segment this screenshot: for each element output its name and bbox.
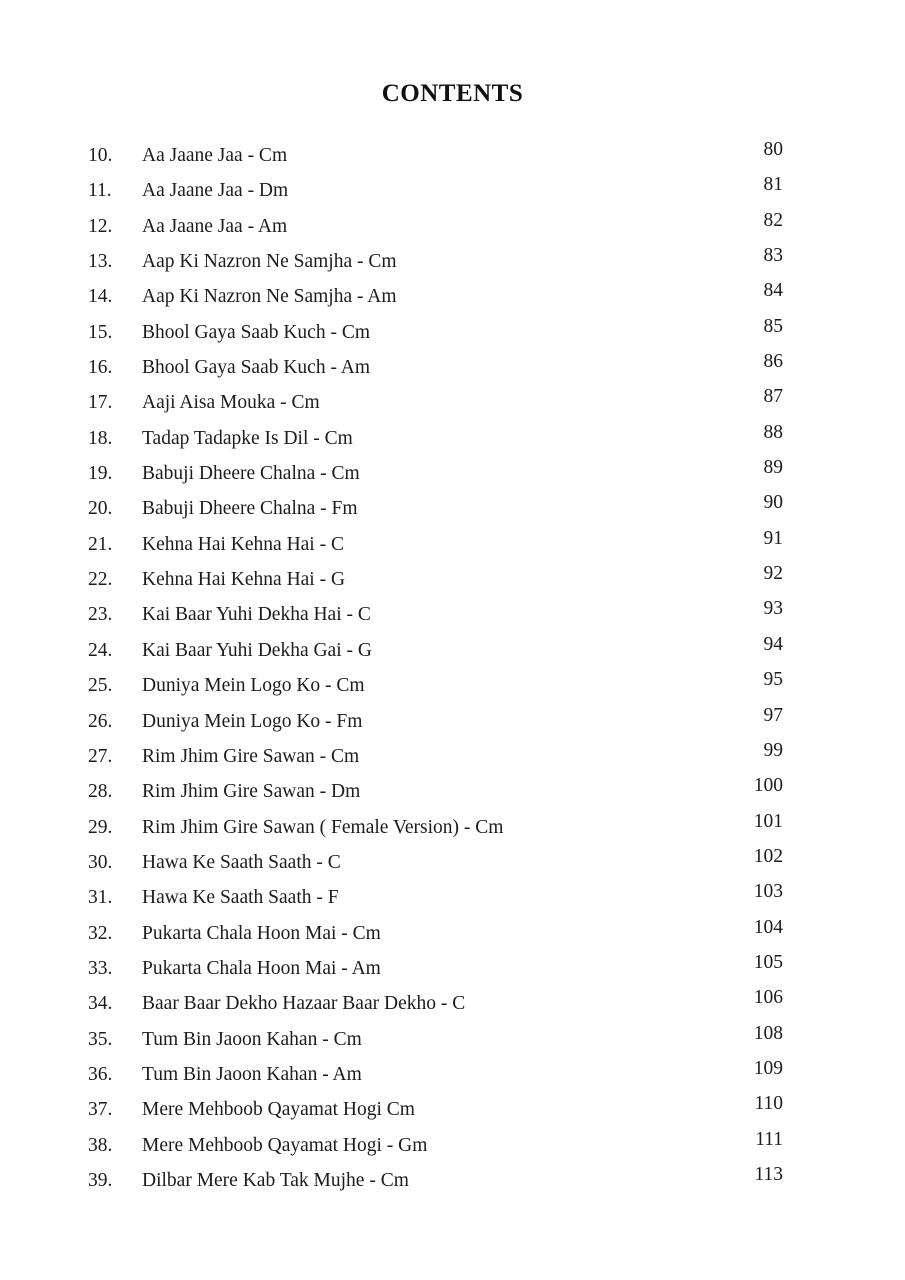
toc-entry-number: 11.	[88, 180, 112, 202]
toc-entry	[0, 457, 905, 492]
toc-entry-title: Babuji Dheere Chalna - Fm	[142, 498, 358, 520]
toc-entry	[0, 528, 905, 563]
toc-entry-number: 20.	[88, 498, 113, 520]
toc-entry-title: Tum Bin Jaoon Kahan - Am	[142, 1063, 362, 1085]
toc-entry-title: Kai Baar Yuhi Dekha Hai - C	[142, 604, 371, 626]
toc-entry-title: Aa Jaane Jaa - Dm	[142, 180, 289, 202]
toc-entry-page-number: 83	[763, 245, 783, 267]
toc-entry	[0, 1164, 905, 1199]
toc-entry-page-number: 87	[763, 386, 783, 408]
toc-entry-title: Aa Jaane Jaa - Cm	[142, 145, 288, 166]
toc-entry-number: 18.	[88, 427, 113, 449]
toc-entry-title: Duniya Mein Logo Ko - Cm	[142, 675, 365, 697]
toc-entry-page-number: 113	[754, 1163, 783, 1185]
toc-entry-title: Aap Ki Nazron Ne Samjha - Cm	[142, 251, 397, 273]
toc-entry	[0, 492, 905, 527]
toc-entry-page-number: 82	[763, 209, 783, 231]
toc-entry-page-number: 97	[763, 704, 783, 726]
toc-entry-page-number: 111	[755, 1128, 783, 1150]
toc-entry-number: 36.	[88, 1063, 113, 1085]
toc-entry	[0, 1058, 905, 1093]
toc-entry-number: 29.	[88, 816, 113, 838]
toc-entry	[0, 174, 905, 209]
toc-entry	[0, 705, 905, 740]
toc-entry-number: 31.	[88, 887, 113, 909]
toc-entry-page-number: 103	[753, 881, 783, 903]
toc-entry-page-number: 95	[763, 669, 783, 691]
toc-entry-title: Pukarta Chala Hoon Mai - Cm	[142, 922, 381, 944]
toc-entry-page-number: 91	[763, 527, 783, 549]
toc-entry-page-number: 86	[763, 351, 783, 373]
toc-entry-title: Aa Jaane Jaa - Am	[142, 215, 288, 237]
toc-entry	[0, 846, 905, 881]
toc-entry-title: Hawa Ke Saath Saath - F	[142, 887, 339, 909]
toc-entry	[0, 210, 905, 245]
toc-entry	[0, 351, 905, 386]
toc-entry	[0, 386, 905, 421]
toc-entry-page-number: 81	[763, 174, 783, 196]
toc-entry	[0, 740, 905, 775]
toc-entry-title: Dilbar Mere Kab Tak Mujhe - Cm	[142, 1169, 409, 1191]
toc-entry	[0, 422, 905, 457]
toc-entry-page-number: 92	[763, 563, 783, 585]
toc-entry-title: Aaji Aisa Mouka - Cm	[142, 392, 320, 414]
toc-entry	[0, 987, 905, 1022]
toc-entry-title: Tadap Tadapke Is Dil - Cm	[142, 427, 353, 449]
toc-entry-title: Kai Baar Yuhi Dekha Gai - G	[142, 639, 372, 661]
toc-entry-number: 30.	[88, 851, 113, 873]
toc-entry	[0, 280, 905, 315]
toc-entry-title: Kehna Hai Kehna Hai - C	[142, 533, 344, 555]
toc-entry-number: 16.	[88, 357, 113, 379]
toc-entry-number: 24.	[88, 639, 113, 661]
toc-entry-number: 27.	[88, 745, 113, 767]
toc-entry-page-number: 104	[753, 916, 783, 938]
toc-entry-page-number: 84	[763, 280, 783, 302]
toc-entry	[0, 316, 905, 351]
toc-entry-page-number: 99	[763, 739, 783, 761]
toc-entry-title: Mere Mehboob Qayamat Hogi Cm	[142, 1099, 415, 1121]
toc-entry-number: 10.	[88, 145, 113, 166]
toc-entry-number: 21.	[88, 533, 113, 555]
toc-entry-number: 35.	[88, 1028, 113, 1050]
toc-entry-page-number: 109	[753, 1057, 783, 1079]
toc-entry-number: 38.	[88, 1134, 113, 1156]
toc-entry	[0, 245, 905, 280]
toc-entry-number: 12.	[88, 215, 113, 237]
toc-entry-title: Babuji Dheere Chalna - Cm	[142, 463, 360, 485]
toc-entry	[0, 881, 905, 916]
toc-entry-page-number: 106	[753, 987, 783, 1009]
table-of-contents	[0, 139, 905, 1199]
toc-entry-title: Rim Jhim Gire Sawan - Dm	[142, 781, 361, 803]
toc-entry	[0, 598, 905, 633]
toc-entry-page-number: 93	[763, 598, 783, 620]
toc-entry-number: 26.	[88, 710, 113, 732]
toc-entry-page-number: 110	[754, 1093, 783, 1115]
toc-entry-title: Pukarta Chala Hoon Mai - Am	[142, 957, 381, 979]
toc-entry	[0, 775, 905, 810]
toc-entry-number: 23.	[88, 604, 113, 626]
toc-entry-page-number: 89	[763, 457, 783, 479]
toc-entry	[0, 563, 905, 598]
toc-entry-title: Bhool Gaya Saab Kuch - Am	[142, 357, 371, 379]
toc-entry-title: Duniya Mein Logo Ko - Fm	[142, 710, 363, 732]
toc-entry	[0, 139, 905, 174]
toc-entry-page-number: 80	[763, 139, 783, 160]
toc-entry-number: 28.	[88, 781, 113, 803]
toc-entry	[0, 669, 905, 704]
toc-entry-title: Rim Jhim Gire Sawan - Cm	[142, 745, 360, 767]
toc-entry-number: 37.	[88, 1099, 113, 1121]
toc-entry-title: Rim Jhim Gire Sawan ( Female Version) - Cm	[142, 816, 504, 838]
toc-entry-number: 32.	[88, 922, 113, 944]
toc-entry-page-number: 105	[753, 951, 783, 973]
toc-entry-title: Hawa Ke Saath Saath - C	[142, 851, 341, 873]
toc-entry-page-number: 102	[753, 845, 783, 867]
toc-entry-page-number: 90	[763, 492, 783, 514]
toc-entry-number: 13.	[88, 251, 113, 273]
toc-entry-page-number: 108	[753, 1022, 783, 1044]
toc-entry-title: Mere Mehboob Qayamat Hogi - Gm	[142, 1134, 428, 1156]
toc-entry-number: 34.	[88, 993, 113, 1015]
toc-entry	[0, 811, 905, 846]
toc-entry	[0, 917, 905, 952]
toc-entry-title: Tum Bin Jaoon Kahan - Cm	[142, 1028, 362, 1050]
toc-entry	[0, 1093, 905, 1128]
toc-entry-number: 33.	[88, 957, 113, 979]
toc-entry-number: 17.	[88, 392, 113, 414]
toc-entry-number: 25.	[88, 675, 113, 697]
toc-entry-page-number: 101	[753, 810, 783, 832]
toc-entry-number: 14.	[88, 286, 113, 308]
toc-entry-title: Kehna Hai Kehna Hai - G	[142, 569, 346, 591]
toc-entry	[0, 1129, 905, 1164]
toc-entry-page-number: 85	[763, 315, 783, 337]
page-title: CONTENTS	[381, 80, 524, 107]
toc-entry	[0, 952, 905, 987]
toc-entry	[0, 1023, 905, 1058]
toc-entry-title: Bhool Gaya Saab Kuch - Cm	[142, 321, 371, 343]
toc-entry-number: 19.	[88, 463, 113, 485]
toc-entry-page-number: 100	[753, 775, 783, 797]
toc-entry-title: Aap Ki Nazron Ne Samjha - Am	[142, 286, 397, 308]
toc-entry-number: 39.	[88, 1169, 113, 1191]
toc-entry-number: 22.	[88, 569, 113, 591]
toc-entry-title: Baar Baar Dekho Hazaar Baar Dekho - C	[142, 993, 466, 1015]
toc-entry-page-number: 88	[763, 421, 783, 443]
toc-entry-page-number: 94	[763, 633, 783, 655]
toc-entry-number: 15.	[88, 321, 113, 343]
toc-entry	[0, 634, 905, 669]
